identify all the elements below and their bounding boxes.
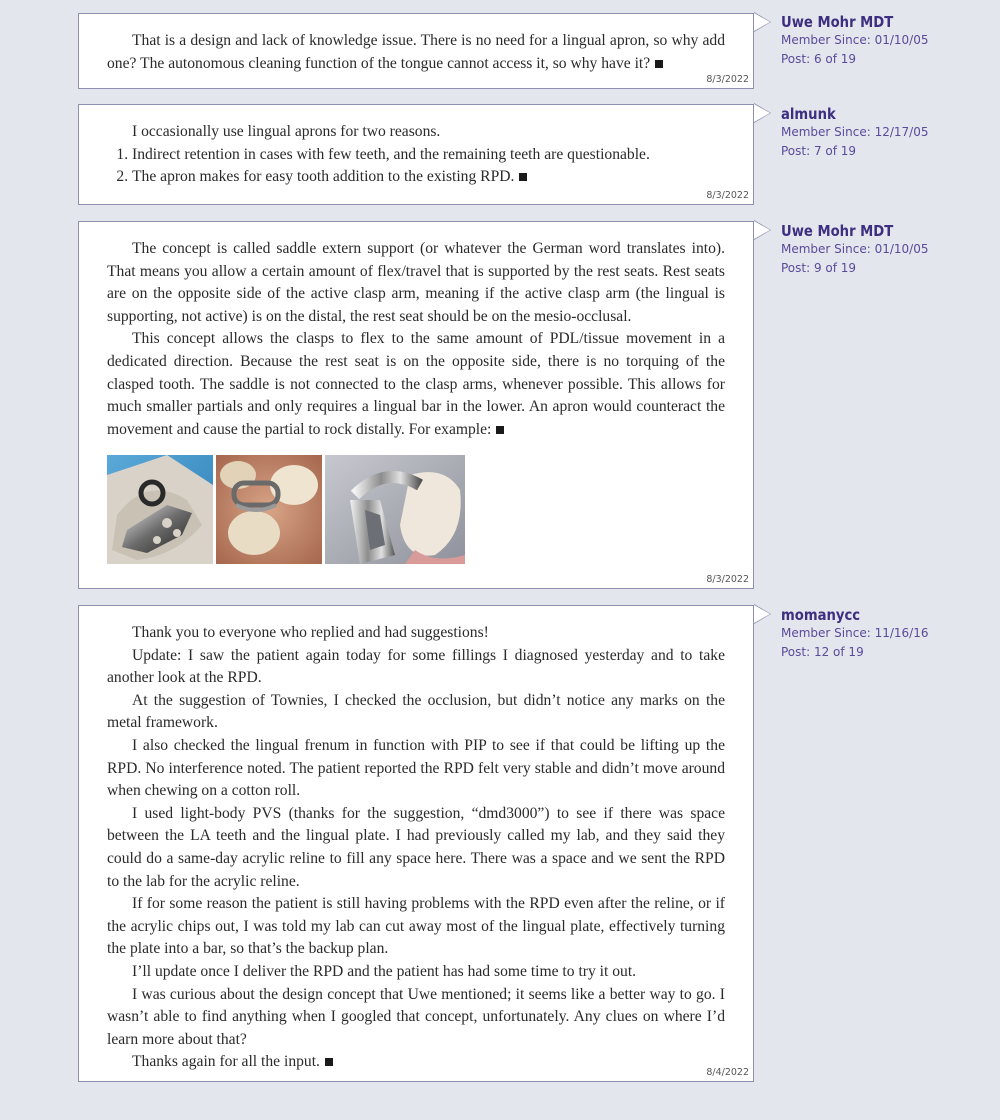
post-paragraph: That is a design and lack of knowledge issue. There is no need for a lingual apron, so why add one? The autonomous cleaning function of the tongue cannot access it, so why have it? — [107, 32, 725, 72]
author-block — [781, 13, 991, 69]
post-body — [79, 222, 753, 441]
author-block — [781, 222, 991, 278]
member-since: Member Since: 01/10/05 — [781, 33, 929, 47]
post-paragraph: This concept allows the clasps to flex to the same amount of PDL/tissue movement in a dedicated direction. Because the rest seat is on the opposite side, there is no torquing of the clasped tooth. The saddle is not connected to the clasp arms, whenever possible. This allows for much smaller partials and only requires a lingual bar in the lower. An apron would counteract the movement and cause the partial to rock distally. For example: — [107, 330, 725, 438]
rpd-framework-with-tooth-image — [325, 455, 465, 564]
post-paragraph: The concept is called saddle extern support (or whatever the German word translates into). That means you allow a certain amount of flex/travel that is supported by the rest seats. Rest seats are on the opposite side of the active clasp arm, meaning if the active clasp arm (the lingual is supporting, not active) is on the distal, the rest seat should be on the mesio-occlusal. — [107, 240, 725, 325]
author-block — [781, 105, 991, 161]
end-of-post-square-icon — [655, 60, 663, 68]
post-body — [79, 105, 753, 189]
post-paragraph: I used light-body PVS (thanks for the suggestion, “dmd3000”) to see if there was space between the LA teeth and the lingual plate. I had previously called my lab, and they said they could do a same-day acrylic reline to fill any space here. There was a space and we sent the RPD to the lab for the acrylic reline. — [107, 804, 725, 890]
member-since: Member Since: 11/16/16 — [781, 626, 929, 640]
post-count: Post: 9 of 19 — [781, 261, 857, 275]
post-6 — [78, 13, 754, 89]
author-name[interactable]: Uwe Mohr MDT — [781, 222, 894, 240]
rpd-clasp-on-tooth-image — [216, 455, 322, 564]
post-date: 8/3/2022 — [706, 574, 749, 585]
rpd-clasp-on-model-image — [107, 455, 213, 564]
list-item: 2. The apron makes for easy tooth addition to the existing RPD. — [132, 166, 725, 189]
reasons-list — [107, 144, 725, 189]
post-paragraph: Thank you to everyone who replied and had suggestions! — [132, 624, 489, 641]
post-paragraph: At the suggestion of Townies, I checked the occlusion, but didn’t notice any marks on the metal framework. — [107, 691, 725, 732]
post-body — [79, 14, 753, 75]
post-date: 8/3/2022 — [706, 190, 749, 201]
post-date: 8/4/2022 — [706, 1067, 749, 1078]
post-7 — [78, 104, 754, 205]
author-block — [781, 606, 991, 662]
author-name[interactable]: almunk — [781, 105, 836, 123]
example-photos — [107, 455, 753, 564]
post-paragraph: I’ll update once I deliver the RPD and the patient has had some time to try it out. — [132, 962, 637, 980]
end-of-post-square-icon — [325, 1058, 333, 1066]
list-item: 1. Indirect retention in cases with few teeth, and the remaining teeth are questionable. — [132, 144, 725, 167]
clasp-photo-1[interactable] — [107, 455, 213, 564]
end-of-post-square-icon — [496, 426, 504, 434]
post-12 — [78, 605, 754, 1082]
post-paragraph: Update: I saw the patient again today for some fillings I diagnosed yesterday and to take another look at the RPD. — [107, 646, 725, 687]
post-paragraph: If for some reason the patient is still having problems with the RPD even after the reline, or if the acrylic chips out, I was told my lab can cut away most of the lingual plate, effectively turning the plate into a bar, so that’s the backup plan. — [107, 895, 725, 958]
post-count: Post: 6 of 19 — [781, 52, 857, 66]
clasp-photo-2[interactable] — [216, 455, 322, 564]
post-count: Post: 7 of 19 — [781, 144, 857, 158]
author-name[interactable]: Uwe Mohr MDT — [781, 13, 894, 31]
post-body — [79, 606, 753, 1074]
post-paragraph: I was curious about the design concept that Uwe mentioned; it seems like a better way to go. I wasn’t able to find anything when I googled that concept, unfortunately. Any clues on where I’d learn more about that? — [107, 985, 725, 1048]
clasp-photo-3[interactable] — [325, 455, 465, 564]
post-paragraph: I also checked the lingual frenum in function with PIP to see if that could be lifting up the RPD. No interference noted. The patient reported the RPD felt very stable and didn’t move around when chewing on a cotton roll. — [107, 736, 725, 800]
member-since: Member Since: 12/17/05 — [781, 125, 929, 139]
post-9 — [78, 221, 754, 589]
post-date: 8/3/2022 — [706, 74, 749, 85]
author-name[interactable]: momanycc — [781, 606, 861, 624]
member-since: Member Since: 01/10/05 — [781, 242, 929, 256]
end-of-post-square-icon — [519, 173, 527, 181]
post-paragraph: Thanks again for all the input. — [107, 1051, 725, 1074]
post-paragraph: I occasionally use lingual aprons for two reasons. — [132, 123, 441, 140]
post-count: Post: 12 of 19 — [781, 645, 864, 659]
